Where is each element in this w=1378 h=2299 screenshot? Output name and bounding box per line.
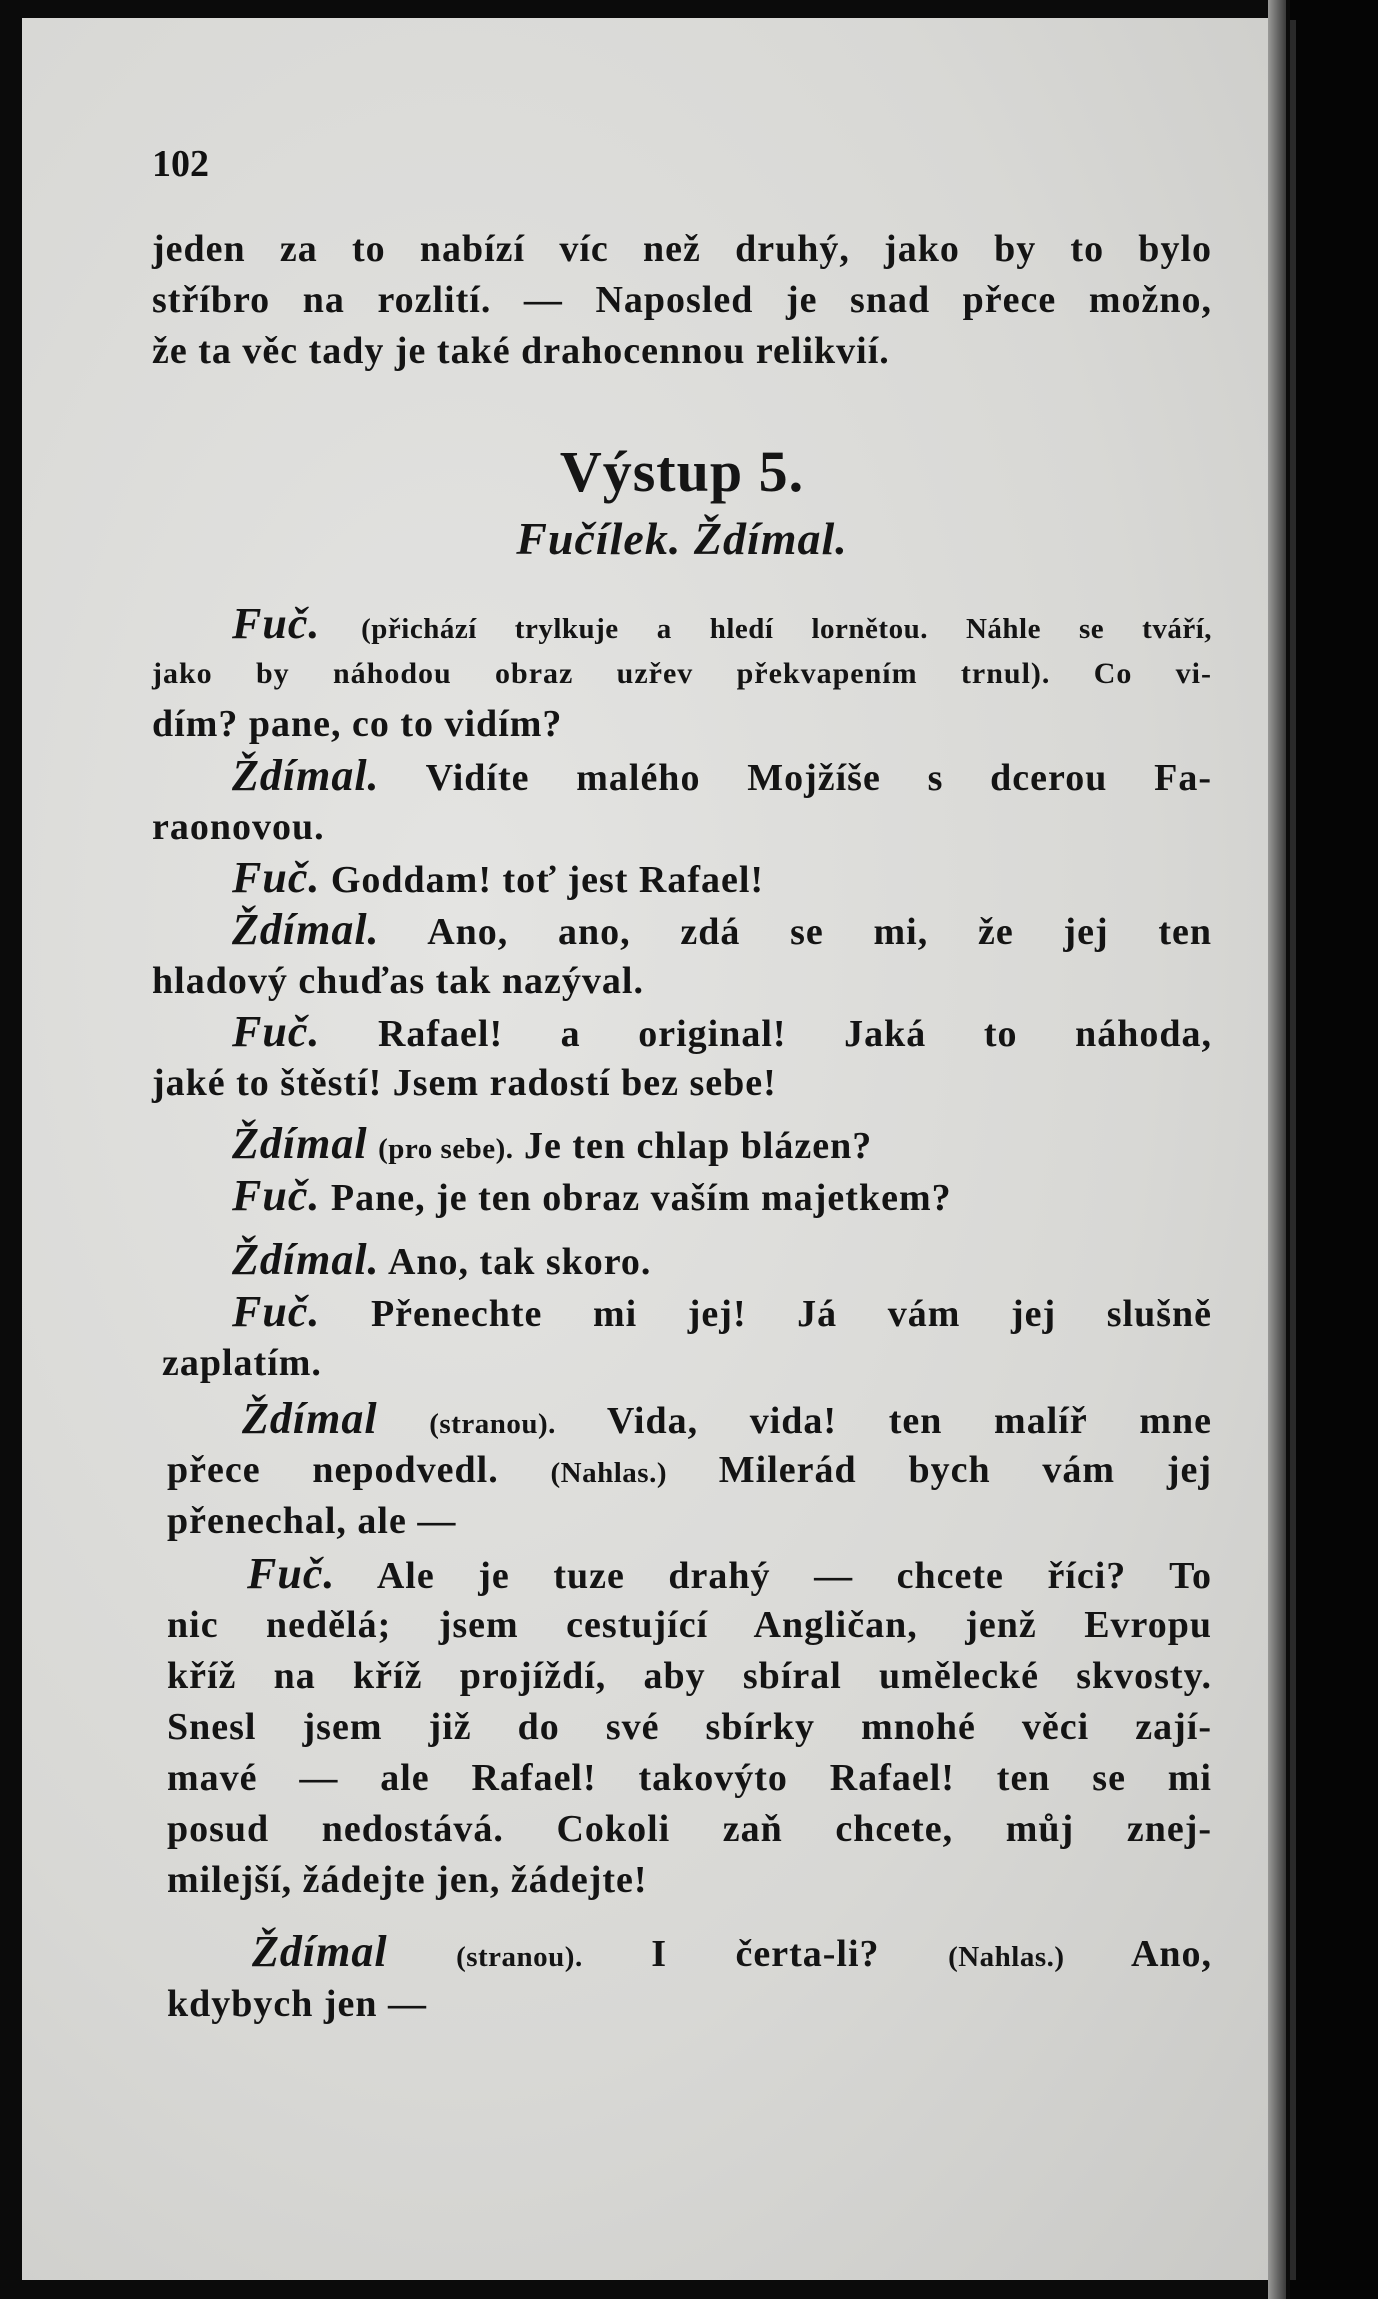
stage-direction: (přichází trylkuje a hledí lornětou. Náhle se tváří, [361,613,1213,645]
dialogue-line [152,1286,1212,1338]
dialogue-line [152,1548,1212,1600]
dialogue-line [152,648,1212,700]
scan-border [1290,0,1378,2299]
speaker-name: Ždímal. [232,1235,380,1284]
dialogue-line [152,598,1212,650]
dialogue-line [152,1234,651,1286]
speaker-name: Ždímal. [232,905,380,954]
speech-text: přece nepodvedl. [167,1449,499,1491]
dialogue-line [152,750,1212,802]
speech-text: Je ten chlap blázen? [524,1125,873,1167]
speaker-name: Ždímal [242,1394,378,1443]
speech-text: Ano, tak skoro. [387,1241,652,1283]
dialogue-line [152,1118,872,1170]
dialogue-line [167,1444,1212,1496]
dialogue-line [152,1393,1212,1445]
dialogue-line: nic nedělá; jsem cestující Angličan, jenž Evropu [167,1604,1212,1646]
stage-direction: (Nahlas.) [550,1457,667,1489]
page-number: 102 [152,143,209,185]
dialogue-line: mavé — ale Rafael! takovýto Rafael! ten se mi [167,1757,1212,1799]
dialogue-line [152,1926,1212,1978]
dialogue-line: hladový chuďas tak nazýval. [152,960,644,1002]
speech-text: Ale je tuze drahý — chcete říci? To [376,1555,1213,1597]
speech-text: Ano, ano, zdá se mi, že jej ten [427,911,1212,953]
stage-direction: (stranou). [456,1941,583,1973]
scene-title: Výstup 5. [559,439,805,504]
dialogue-line: Snesl jsem již do své sbírky mnohé věci zají- [167,1706,1212,1748]
dialogue-line: jaké to štěstí! Jsem radostí bez sebe! [152,1062,777,1104]
speaker-name: Ždímal [252,1927,388,1976]
dialogue-line: milejší, žádejte jen, žádejte! [167,1859,648,1901]
speaker-name: Fuč. [232,1171,321,1220]
speech-text: Rafael! a original! Jaká to náhoda, [377,1013,1212,1055]
stage-direction: (stranou). [429,1408,556,1440]
dialogue-line: posud nedostává. Cokoli zaň chcete, můj znej- [167,1808,1212,1850]
speech-text: Vidíte malého Mojžíše s dcerou Fa- [425,757,1212,799]
dialogue-line [152,1170,952,1222]
text-line: že ta věc tady je také drahocennou relikvií. [152,330,890,372]
speaker-name: Fuč. [232,853,321,902]
dialogue-line: dím? pane, co to vidím? [152,703,563,745]
speech-text: Milerád bych vám jej [718,1449,1212,1491]
book-page [22,18,1270,2280]
text-line: stříbro na rozlití. — Naposled je snad přece možno, [152,279,1212,321]
dialogue-line: zaplatím. [162,1342,322,1384]
speech-text: Přenechte mi jej! Já vám jej slušně [370,1293,1212,1335]
dialogue-line [152,852,764,904]
dialogue-line [152,904,1212,956]
speech-text: Ano, [1130,1933,1213,1975]
speaker-name: Ždímal [232,1119,368,1168]
scene-cast: Fučílek. Ždímal. [516,513,848,564]
dialogue-line [152,1006,1212,1058]
dialogue-line: kříž na kříž projíždí, aby sbíral umělecké skvosty. [167,1655,1212,1697]
speaker-name: Fuč. [232,599,321,648]
speech-text: Vida, vida! ten malíř mne [606,1400,1213,1442]
speech-text: Goddam! toť jest Rafael! [330,859,765,901]
dialogue-line: kdybych jen — [167,1983,428,2025]
speaker-name: Ždímal. [232,751,380,800]
stage-direction: jako by náhodou obraz uzřev překvapením trnul). Co vi- [152,657,1212,690]
page-gutter [1268,0,1286,2299]
text-line: jeden za to nabízí víc než druhý, jako by to bylo [152,228,1212,270]
stage-direction: (pro sebe). [378,1133,514,1165]
speaker-name: Fuč. [232,1287,321,1336]
speaker-name: Fuč. [247,1549,336,1598]
speaker-name: Fuč. [232,1007,321,1056]
dialogue-line: raonovou. [152,806,325,848]
dialogue-line: přenechal, ale — [167,1500,457,1542]
speech-text: Pane, je ten obraz vaším majetkem? [330,1177,952,1219]
speech-text: I čerta-li? [651,1933,880,1975]
stage-direction: (Nahlas.) [948,1941,1065,1973]
